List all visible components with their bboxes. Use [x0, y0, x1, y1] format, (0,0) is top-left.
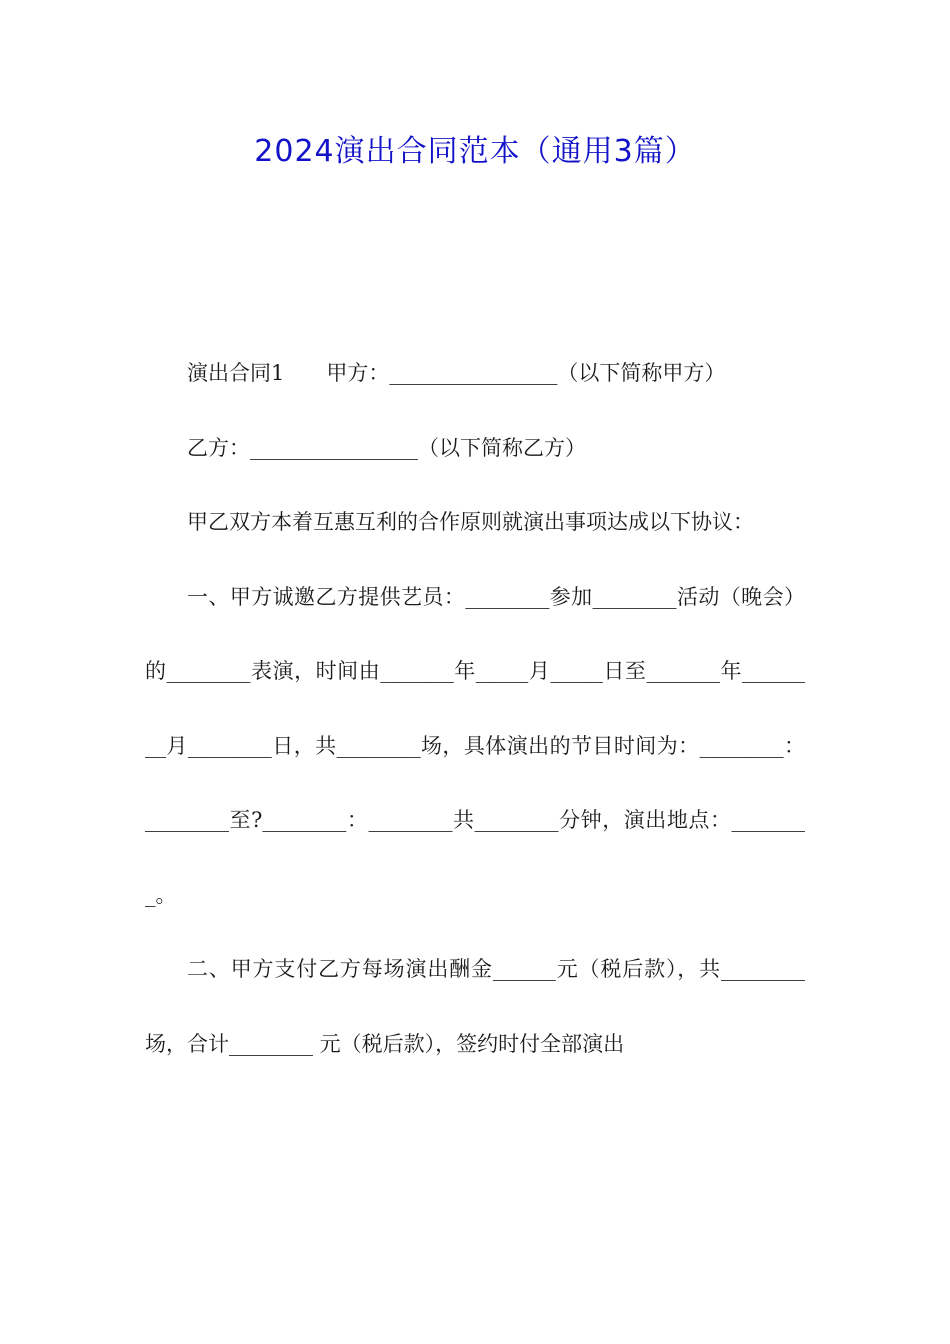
paragraph-clause-2: 二、甲方支付乙方每场演出酬金______元（税后款），共________场，合计________ 元（税后款），签约时付全部演出	[145, 957, 805, 1056]
paragraph-agreement-intro: 甲乙双方本着互惠互利的合作原则就演出事项达成以下协议：	[187, 510, 754, 534]
paragraph-parties-a: 演出合同1 甲方：________________（以下简称甲方）	[187, 361, 726, 385]
contract-body	[145, 336, 805, 1081]
paragraph-clause-1: 一、甲方诚邀乙方提供艺员：________参加________活动（晚会）的________表演，时间由_______年_____月_____日至_______年________月________日，共________场，具体演出的节目时间为：________：________至?________：________共________分钟，演出地点：________。	[145, 584, 805, 907]
paragraph-party-b: 乙方：________________（以下简称乙方）	[187, 435, 586, 460]
document-title: 2024演出合同范本（通用3篇）	[254, 134, 696, 169]
